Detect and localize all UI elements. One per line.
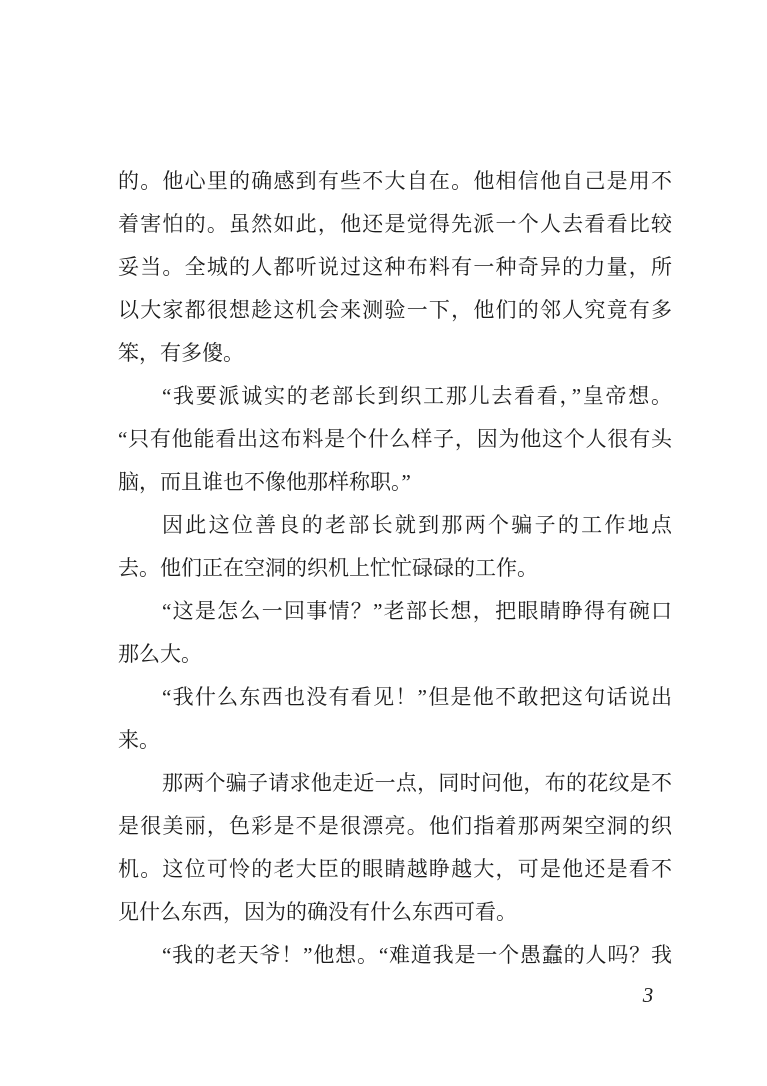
text-line: 来。 <box>118 728 160 752</box>
text-line: 去。他们正在空洞的织机上忙忙碌碌的工作。 <box>118 556 538 580</box>
text-line: 那两个骗子请求他走近一点，同时问他，布的花纹是不 <box>162 771 672 795</box>
text-line: 机。这位可怜的老大臣的眼睛越睁越大，可是他还是看不 <box>118 857 672 881</box>
text-line: 以大家都很想趁这机会来测验一下，他们的邻人究竟有多 <box>118 298 672 322</box>
text-line: “只有他能看出这布料是个什么样子，因为他这个人很有头 <box>118 427 672 451</box>
text-line: 笨，有多傻。 <box>118 341 244 365</box>
text-block <box>118 160 672 977</box>
text-line: 是很美丽，色彩是不是很漂亮。他们指着那两架空洞的织 <box>118 814 672 838</box>
text-line: 的。他心里的确感到有些不大自在。他相信他自己是用不 <box>118 169 672 193</box>
text-line: 着害怕的。虽然如此，他还是觉得先派一个人去看看比较 <box>118 212 672 236</box>
text-line: “我的老天爷！”他想。“难道我是一个愚蠢的人吗？我 <box>162 943 672 967</box>
text-line: 见什么东西，因为的确没有什么东西可看。 <box>118 900 517 924</box>
text-line: 脑，而且谁也不像他那样称职。” <box>118 470 411 494</box>
text-line: “我什么东西也没有看见！”但是他不敢把这句话说出 <box>162 685 672 709</box>
text-line: 因此这位善良的老部长就到那两个骗子的工作地点 <box>162 513 672 537</box>
page-number: 3 <box>642 983 654 1007</box>
text-line: “我要派诚实的老部长到织工那儿去看看，”皇帝想。 <box>162 384 672 408</box>
text-line: 那么大。 <box>118 642 202 666</box>
text-line: 妥当。全城的人都听说过这种布料有一种奇异的力量，所 <box>118 255 672 279</box>
text-line: “这是怎么一回事情？”老部长想，把眼睛睁得有碗口 <box>162 599 672 623</box>
